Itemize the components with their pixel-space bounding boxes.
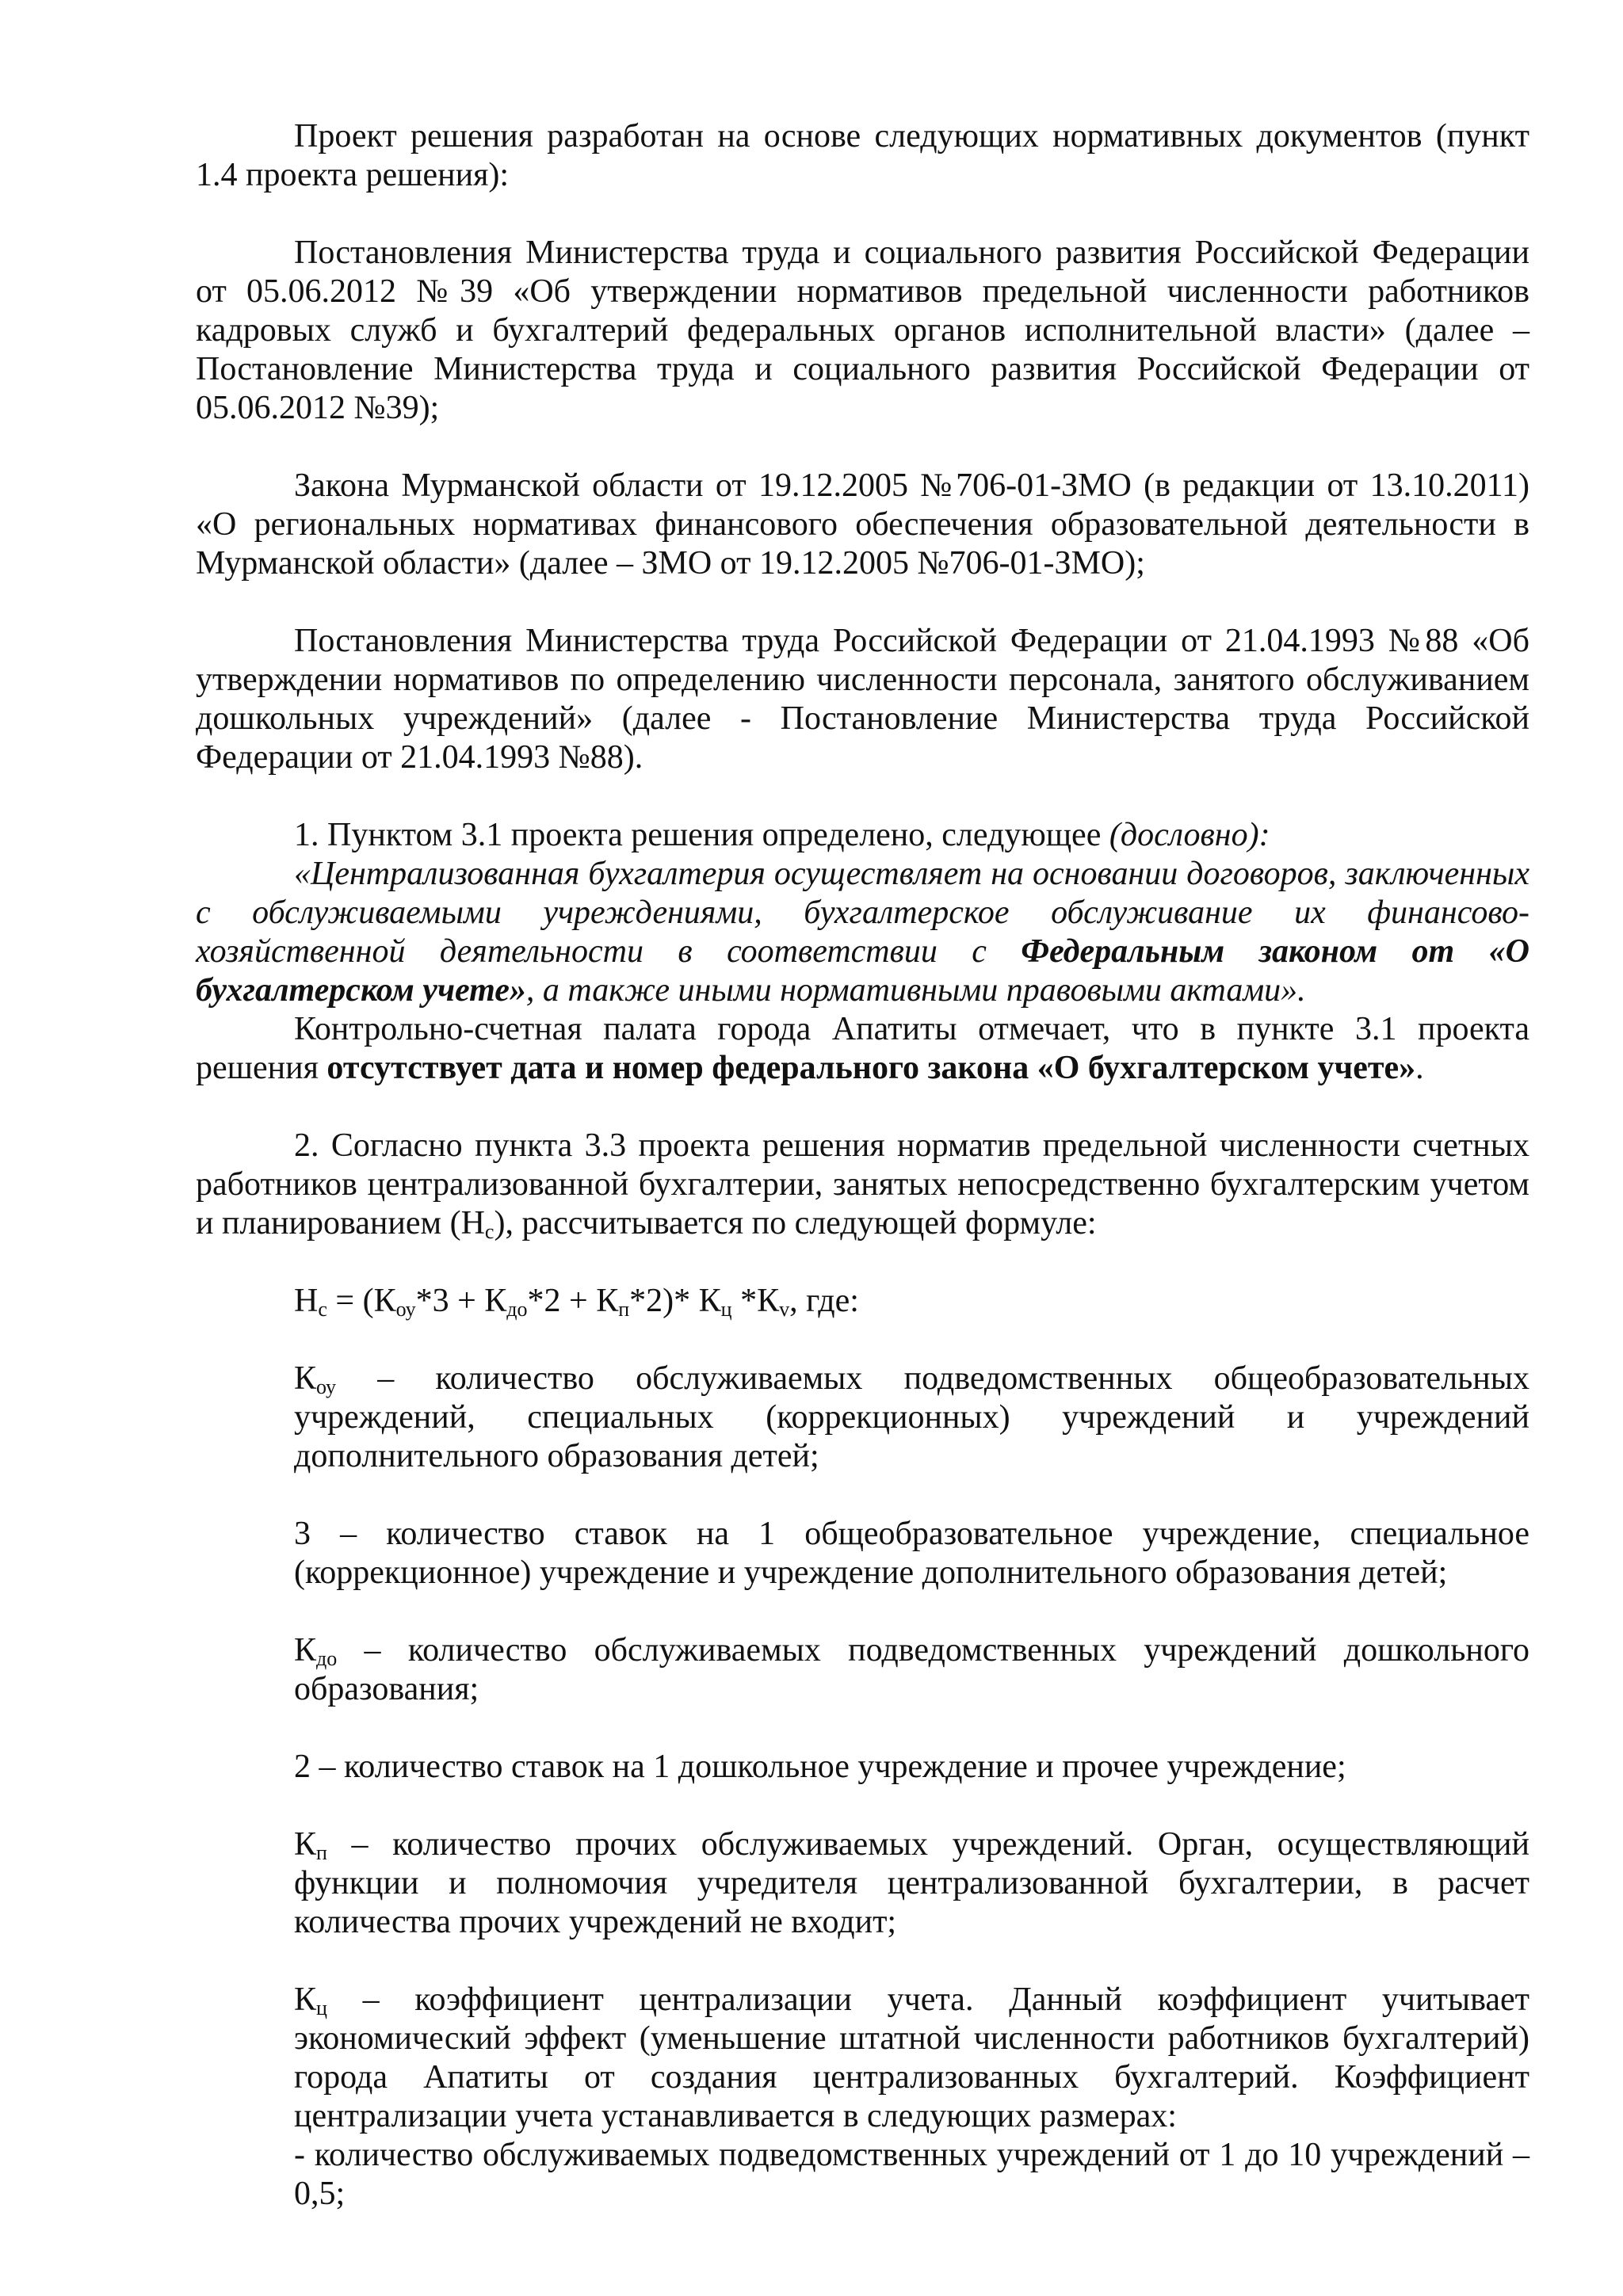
point-1-quote-part2: , а также иными нормативными правовыми актами». [525, 972, 1306, 1009]
point-1-note-bold: отсутствует дата и номер федерального закона «О бухгалтерском учете» [327, 1050, 1416, 1086]
formula-t1: *3 + К [415, 1283, 507, 1319]
point-2-part1: 2. Согласно пункта 3.3 проекта решения норматив предельной численности счетных работников централизованной бухгалтерии, занятых непосредственно бухгалтерским учетом и планированием (Н [196, 1127, 1529, 1241]
formula-t2: *2 + К [527, 1283, 619, 1319]
point-2-part2: ), рассчитывается по следующей формуле: [494, 1205, 1097, 1241]
def-kc-k: К [294, 1981, 317, 2018]
point-1-quote-part1: «Централизованная бухгалтерия осуществляет на основании договоров, заключенных с обслуживаемыми учреждениями, бухгалтерское обслуживание их финансово-хозяйственной деятельности в соответствии с [196, 856, 1529, 970]
def-koy-k: К [294, 1360, 317, 1397]
point-1-note-part1: Контрольно-счетная палата города Апатиты отмечает, что в пункте 3.1 проекта решения [196, 1011, 1529, 1086]
formula-h-sub: с [318, 1298, 327, 1321]
doc-paragraph-murmansk-law: Закона Мурманской области от 19.12.2005 №706-01-ЗМО (в редакции от 13.10.2011) «О региональных нормативах финансового обеспечения образовательной деятельности в Мурманской области» (далее – ЗМО от 19.12.2005 №706-01-ЗМО); [196, 467, 1529, 582]
formula-eq: = (К [327, 1283, 396, 1319]
point-2-paragraph [196, 1127, 1529, 1243]
def-kdo-sub: до [316, 1647, 338, 1670]
point-1-lead-text: 1. Пунктом 3.1 проекта решения определено, следующее [294, 817, 1109, 853]
def-koy-text: – количество обслуживаемых подведомственных общеобразовательных учреждений, специальных (коррекционных) учреждений и учреждений дополнительного образования детей; [294, 1360, 1529, 1474]
formula-h: Н [294, 1283, 319, 1319]
def-kdo-k: К [294, 1632, 317, 1669]
def-koy [294, 1360, 1529, 1476]
def-kp [294, 1825, 1529, 1942]
formula-t4: *К [731, 1283, 780, 1319]
point-1-quote-law-name: Федеральным законом от «О бухгалтерском учете» [196, 933, 1529, 1009]
point-1-note-end: . [1415, 1050, 1424, 1086]
def-kp-k: К [294, 1826, 317, 1863]
intro-paragraph: Проект решения разработан на основе следующих нормативных документов (пункт 1.4 проекта решения): [196, 118, 1529, 193]
def-three: 3 – количество ставок на 1 общеобразовательное учреждение, специальное (коррекционное) учреждение и учреждение дополнительного образования детей; [294, 1516, 1529, 1591]
formula-kdo-sub: до [506, 1298, 528, 1321]
doc-paragraph-labor-1993: Постановления Министерства труда Российской Федерации от 21.04.1993 №88 «Об утверждении нормативов по определению численности персонала, занятого обслуживанием дошкольных учреждений» (далее - Постановление Министерства труда Российской Федерации от 21.04.1993 №88). [196, 623, 1529, 776]
def-koy-sub: оу [316, 1375, 337, 1398]
def-kc-item-1: - количество обслуживаемых подведомственных учреждений от 1 до 10 учреждений – 0,5; [294, 2137, 1529, 2212]
point-1-lead-italic: (дословно): [1109, 817, 1270, 853]
def-kdo-text: – количество обслуживаемых подведомственных учреждений дошкольного образования; [294, 1632, 1529, 1707]
def-two: 2 – количество ставок на 1 дошкольное учреждение и прочее учреждение; [294, 1749, 1346, 1785]
doc-paragraph-labor-2012: Постановления Министерства труда и социального развития Российской Федерации от 05.06.2012 №39 «Об утверждении нормативов предельной численности работников кадровых служб и бухгалтерий федеральных органов исполнительной власти» (далее – Постановление Министерства труда и социального развития Российской Федерации от 05.06.2012 №39); [196, 235, 1529, 426]
formula-koy-sub: оу [395, 1298, 416, 1321]
point-1-lead [196, 816, 1529, 855]
def-kdo [294, 1631, 1529, 1709]
def-kp-text: – количество прочих обслуживаемых учреждений. Орган, осуществляющий функции и полномочия учредителя централизованной бухгалтерии, в расчет количества прочих учреждений не входит; [294, 1826, 1529, 1940]
formula-kv-sub: v [779, 1298, 790, 1321]
formula-kc-sub: ц [720, 1298, 732, 1321]
def-kp-sub: п [316, 1841, 327, 1864]
def-kc-text: – коэффициент централизации учета. Данный коэффициент учитывает экономический эффект (уменьшение штатной численности работников бухгалтерий) города Апатиты от создания централизованных бухгалтерий. Коэффициент централизации учета устанавливается в следующих размерах: [294, 1981, 1529, 2134]
formula-t3: *2)* К [629, 1283, 721, 1319]
formula-t5: , где: [789, 1283, 859, 1319]
def-kc [294, 1981, 1529, 2136]
formula-kp-sub: п [618, 1298, 630, 1321]
formula [294, 1282, 1529, 1321]
point-1-note [196, 1010, 1529, 1088]
point-1-quote [196, 855, 1529, 1010]
def-kc-sub: ц [316, 1997, 327, 2019]
point-2-sub: с [484, 1220, 495, 1243]
